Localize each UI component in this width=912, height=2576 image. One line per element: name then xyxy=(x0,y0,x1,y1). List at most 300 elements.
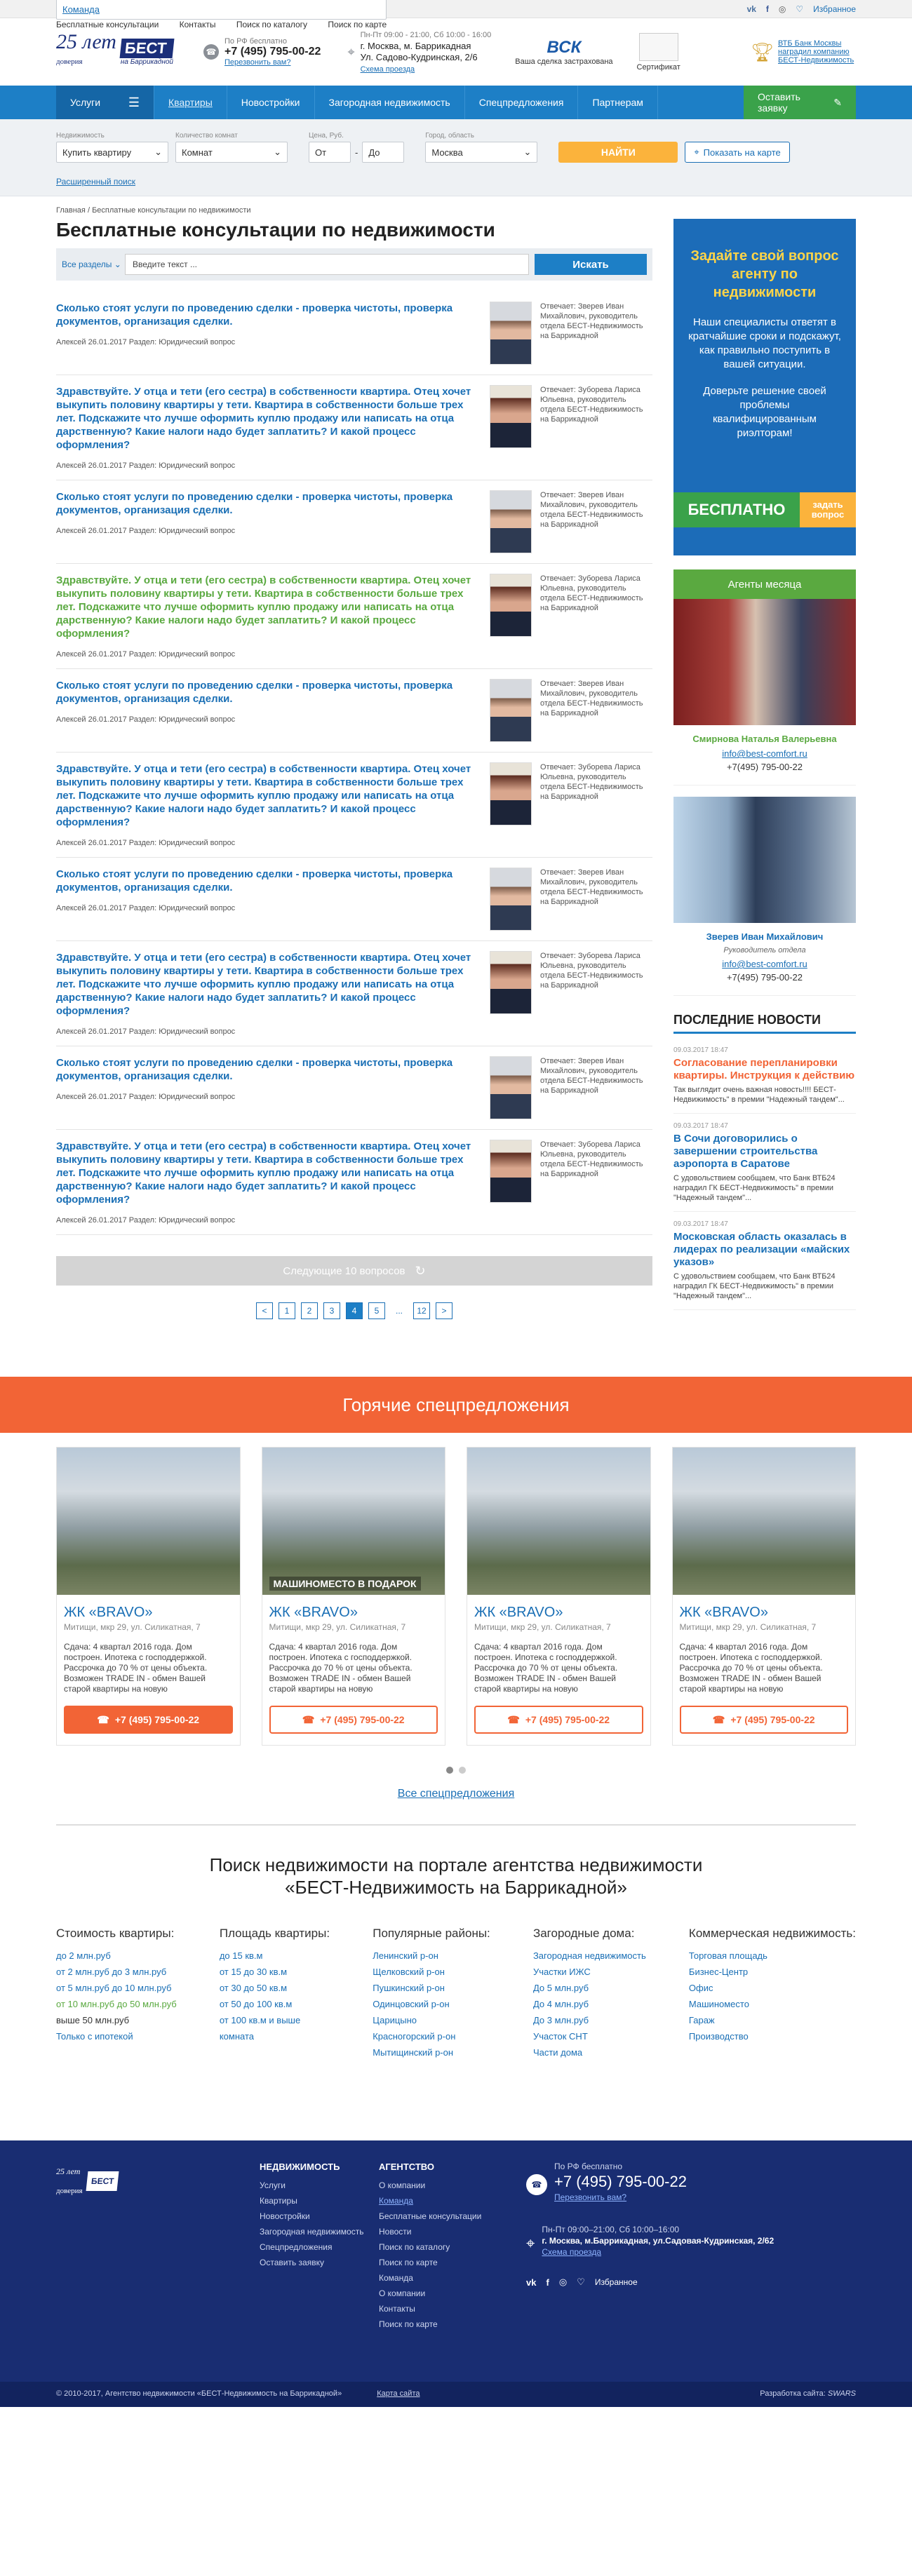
news-date: 09.03.2017 18:47 xyxy=(673,1220,728,1228)
type-select[interactable]: Купить квартиру ⌄ xyxy=(56,142,168,163)
free-label: БЕСПЛАТНО xyxy=(673,492,800,527)
chevron-down-icon: ⌄ xyxy=(114,259,121,269)
question-text[interactable]: Сколько стоят услуги по проведению сделки - проверка чистоты, проверка документов, организация сделки. xyxy=(56,868,453,893)
portal-link[interactable]: Участки ИЖС xyxy=(532,1967,591,1977)
hot-offers-header xyxy=(0,1377,912,1433)
portal-link[interactable]: Части дома xyxy=(532,2047,583,2058)
portal-title-1: Поиск недвижимости на портале агентства недвижимости xyxy=(209,1854,703,1875)
portal-title xyxy=(56,1854,856,1899)
question-item xyxy=(56,480,652,564)
logo[interactable] xyxy=(56,32,182,72)
page-link: ... xyxy=(395,1306,403,1316)
top-nav-catalog[interactable]: Поиск по каталогу xyxy=(236,20,308,29)
portal-link[interactable]: Бизнес-Центр xyxy=(688,1967,749,1977)
portal-link[interactable]: до 15 кв.м xyxy=(219,1950,263,1961)
top-bar xyxy=(0,0,912,29)
location-pin-icon: ⌖ xyxy=(347,45,355,59)
news-text: Так выглядит очень важная новость!!!! БЕСТ-Недвижимость" в премии "Надежный тандем"... xyxy=(673,1086,845,1104)
chevron-down-icon: ⌄ xyxy=(154,147,162,157)
vtb-award-text: ВТБ Банк Москвы наградил компанию БЕСТ-Недвижимость xyxy=(778,39,854,65)
agent-photo xyxy=(673,599,856,725)
page-link[interactable]: 3 xyxy=(323,1302,340,1319)
portal-link[interactable]: до 2 млн.руб xyxy=(56,1950,111,1961)
offer-address: Митищи, мкр 29, ул. Силикатная, 7 xyxy=(64,1622,201,1632)
footer-link[interactable]: Поиск по карте xyxy=(379,2258,438,2267)
footer-phone[interactable]: +7 (495) 795-00-22 xyxy=(554,2173,687,2190)
footer-hours: Пн-Пт 09:00–21:00, Сб 10:00–16:00 xyxy=(542,2225,680,2234)
portal-column-title: Коммерческая недвижимость: xyxy=(688,1927,856,1940)
logo-sub: на Баррикадной xyxy=(120,58,173,66)
portal-link[interactable]: Красногорский р-он xyxy=(373,2031,456,2042)
footer-link[interactable]: Услуги xyxy=(260,2180,286,2190)
offer-name[interactable]: ЖК «BRAVO» xyxy=(474,1605,563,1620)
show-on-map-label: Показать на карте xyxy=(703,147,781,158)
vsk-caption: Ваша сделка застрахована xyxy=(515,58,613,66)
portal-link[interactable]: Гараж xyxy=(688,2015,715,2025)
footer xyxy=(0,2140,912,2407)
question-meta: Алексей 26.01.2017 Раздел: Юридический вопрос xyxy=(56,1093,236,1101)
offer-name[interactable]: ЖК «BRAVO» xyxy=(679,1605,768,1620)
portal-column-title: Популярные районы: xyxy=(373,1927,490,1940)
news-text: С удовольствием сообщаем, что Банк ВТБ24 наградил ГК БЕСТ-Недвижимость" в премии "Надежный тандем"... xyxy=(673,1272,836,1300)
certificate-icon xyxy=(639,33,678,61)
all-specials-link[interactable]: Все спецпредложения xyxy=(397,1788,515,1800)
expert-avatar xyxy=(490,385,532,448)
expert-avatar xyxy=(490,951,532,1014)
offer-image[interactable] xyxy=(467,1448,650,1595)
portal-link[interactable]: Мытищинский р-он xyxy=(373,2047,454,2058)
more-questions-button[interactable] xyxy=(56,1256,652,1286)
page-link[interactable]: > xyxy=(436,1302,452,1319)
portal-link[interactable]: Офис xyxy=(688,1983,713,1993)
leave-request-button[interactable] xyxy=(744,86,856,119)
offer-card[interactable] xyxy=(467,1447,651,1746)
footer-address: г. Москва, м.Баррикадная, ул.Садовая-Кудринская, 2/62 xyxy=(542,2236,774,2246)
portal-link[interactable]: Только с ипотекой xyxy=(56,2031,133,2042)
offer-name[interactable]: ЖК «BRAVO» xyxy=(64,1605,153,1620)
news-text: С удовольствием сообщаем, что Банк ВТБ24 наградил ГК БЕСТ-Недвижимость" в премии "Надежный тандем"... xyxy=(673,1174,836,1202)
question-item xyxy=(56,941,652,1046)
footer-agency xyxy=(379,2162,526,2335)
breadcrumb xyxy=(56,196,856,219)
header xyxy=(0,18,912,86)
portal-link[interactable]: Щелковский р-он xyxy=(373,1967,445,1977)
footer-logo-best: БЕСТ xyxy=(86,2171,119,2191)
top-nav-map[interactable]: Поиск по карте xyxy=(328,20,387,29)
portal-column xyxy=(373,1927,490,2063)
phone-icon: ☎ xyxy=(507,1713,520,1725)
developer[interactable]: Разработка сайта: SWARS xyxy=(760,2389,856,2398)
favorites-link[interactable]: Избранное xyxy=(813,4,856,14)
agent-photo xyxy=(673,797,856,923)
address-line1: г. Москва, м. Баррикадная xyxy=(360,40,471,51)
footer-link[interactable]: Спецпредложения xyxy=(260,2242,333,2252)
question-meta: Алексей 26.01.2017 Раздел: Юридический вопрос xyxy=(56,650,236,659)
top-nav-consult[interactable]: Бесплатные консультации xyxy=(56,20,159,29)
footer-agency-title: АГЕНТСТВО xyxy=(379,2162,434,2172)
expert-avatar xyxy=(490,679,532,742)
question-meta: Алексей 26.01.2017 Раздел: Юридический вопрос xyxy=(56,461,236,470)
address-line2: Ул. Садово-Кудринская, 2/6 xyxy=(360,51,478,62)
news-title[interactable]: Московская область оказалась в лидерах по реализации «майских указов» xyxy=(673,1231,850,1268)
offers-carousel xyxy=(56,1447,856,1746)
question-text[interactable]: Сколько стоят услуги по проведению сделки - проверка чистоты, проверка документов, организация сделки. xyxy=(56,1057,453,1082)
breadcrumb-separator: / xyxy=(87,206,93,215)
portal-link[interactable]: выше 50 млн.руб xyxy=(56,2015,130,2025)
offer-address: Митищи, мкр 29, ул. Силикатная, 7 xyxy=(679,1622,817,1632)
question-item xyxy=(56,753,652,858)
instagram-icon[interactable]: ◎ xyxy=(558,2277,568,2287)
refresh-icon: ↻ xyxy=(415,1263,426,1278)
portal-link[interactable]: от 10 млн.руб до 50 млн.руб xyxy=(56,1999,177,2009)
consult-search-input[interactable]: Введите текст ... xyxy=(125,254,529,275)
callback-link[interactable]: Перезвонить вам? xyxy=(224,58,291,67)
footer-realty-title: НЕДВИЖИМОСТЬ xyxy=(260,2162,340,2172)
news-item[interactable] xyxy=(673,1114,856,1212)
portal-link[interactable]: До 5 млн.руб xyxy=(532,1983,589,1993)
footer-link[interactable]: Квартиры xyxy=(260,2196,297,2206)
menu-country[interactable]: Загородная недвижимость xyxy=(315,86,465,119)
hot-offers-title: Горячие спецпредложения xyxy=(342,1394,570,1415)
header-phone[interactable]: +7 (495) 795-00-22 xyxy=(224,46,321,58)
facebook-icon[interactable]: f xyxy=(546,2277,549,2288)
city-select[interactable]: Москва ⌄ xyxy=(425,142,537,163)
portal-title-2: «БЕСТ-Недвижимость на Баррикадной» xyxy=(285,1877,627,1898)
portal-link[interactable]: Участок СНТ xyxy=(532,2031,588,2042)
phone-icon: ☎ xyxy=(712,1713,725,1725)
phone-note: По РФ бесплатно xyxy=(224,37,287,46)
news-title[interactable]: В Сочи договорились о завершении строительства аэропорта в Саратове xyxy=(673,1133,818,1170)
page-link[interactable]: 4 xyxy=(346,1302,363,1319)
question-meta: Алексей 26.01.2017 Раздел: Юридический вопрос xyxy=(56,527,236,535)
offer-badge: МАШИНОМЕСТО В ПОДАРОК xyxy=(269,1577,421,1591)
expert-answer-by: Отвечает: Зверев Иван Михайлович, руководитель отдела БЕСТ-Недвижимость на Баррикадной xyxy=(540,1057,643,1095)
expert-answer-by: Отвечает: Зуборева Лариса Юльевна, руководитель отдела БЕСТ-Недвижимость на Баррикадной xyxy=(540,952,643,990)
logo-years: 25 лет доверия xyxy=(56,30,116,66)
agent-name[interactable]: Зверев Иван Михайлович xyxy=(706,931,824,942)
expert-answer-by: Отвечает: Зуборева Лариса Юльевна, руководитель отдела БЕСТ-Недвижимость на Баррикадной xyxy=(540,574,643,612)
portal-link[interactable]: от 30 до 50 кв.м xyxy=(219,1983,288,1993)
breadcrumb-current: Бесплатные консультации по недвижимости xyxy=(92,206,251,215)
vtb-award[interactable] xyxy=(751,39,856,65)
footer-link[interactable]: Команда xyxy=(379,2273,413,2283)
extended-search-link[interactable]: Расширенный поиск xyxy=(56,177,135,187)
rooms-label: Количество комнат xyxy=(175,132,238,140)
main-menu xyxy=(0,86,912,119)
chevron-down-icon: ⌄ xyxy=(523,147,532,157)
price-from-input[interactable]: От xyxy=(309,142,351,163)
news-header: ПОСЛЕДНИЕ НОВОСТИ xyxy=(673,1013,856,1034)
question-text[interactable]: Сколько стоят услуги по проведению сделки - проверка чистоты, проверка документов, организация сделки. xyxy=(56,302,453,328)
map-pin-icon: ⌖ xyxy=(694,147,699,157)
section-select[interactable]: Все разделы ⌄ xyxy=(62,259,121,269)
expert-answer-by: Отвечает: Зверев Иван Михайлович, руководитель отдела БЕСТ-Недвижимость на Баррикадной xyxy=(540,302,643,340)
offer-address: Митищи, мкр 29, ул. Силикатная, 7 xyxy=(474,1622,611,1632)
footer-realty xyxy=(260,2162,379,2335)
question-meta: Алексей 26.01.2017 Раздел: Юридический вопрос xyxy=(56,715,236,724)
news-title[interactable]: Согласование перепланировки квартиры. Инструкция к действию xyxy=(673,1057,855,1081)
expert-answer-by: Отвечает: Зуборева Лариса Юльевна, руководитель отдела БЕСТ-Недвижимость на Баррикадной xyxy=(540,1140,643,1178)
expert-answer-by: Отвечает: Зверев Иван Михайлович, руководитель отдела БЕСТ-Недвижимость на Баррикадной xyxy=(540,491,643,529)
type-field xyxy=(56,132,168,163)
question-item xyxy=(56,292,652,375)
top-nav-contacts[interactable]: Контакты xyxy=(179,20,216,29)
footer-link[interactable]: Оставить заявку xyxy=(260,2258,324,2267)
footer-link[interactable]: Новости xyxy=(379,2227,412,2237)
portal-links xyxy=(56,1927,856,2063)
portal-link[interactable]: комната xyxy=(219,2031,255,2042)
heart-icon[interactable]: ♡ xyxy=(577,2277,585,2287)
offer-call-button[interactable]: ☎ +7 (495) 795-00-22 xyxy=(64,1706,233,1734)
property-search-bar xyxy=(0,119,912,196)
expert-avatar xyxy=(490,490,532,553)
phone-icon: ☎ xyxy=(97,1713,109,1725)
question-text[interactable]: Здравствуйте. У отца и тети (его сестра) в собственности квартира. Отец хочет выкупить половину квартиры у тети. Квартира в собственности больше трех лет. Подскажите что лучше оформить куплю продажу или написать на отца дарственную? Какие налоги надо будет заплатить? И какой процесс оформления? xyxy=(56,574,471,640)
carousel-dot[interactable] xyxy=(459,1767,466,1774)
expert-avatar xyxy=(490,1140,532,1203)
portal-link[interactable]: от 15 до 30 кв.м xyxy=(219,1967,288,1977)
divider xyxy=(56,1824,856,1826)
offer-description: Сдача: 4 квартал 2016 года. Дом построен. Ипотека с господдержкой. Рассрочка до 70 % от цены объекта. Возможен TRADE IN - обмен Вашей старой квартиры на новую xyxy=(269,1642,413,1694)
portal-column xyxy=(533,1927,646,2063)
hamburger-icon: ☰ xyxy=(128,95,140,109)
footer-phone-note: По РФ бесплатно xyxy=(554,2162,623,2171)
question-meta: Алексей 26.01.2017 Раздел: Юридический вопрос xyxy=(56,338,236,346)
question-item xyxy=(56,1046,652,1130)
news-date: 09.03.2017 18:47 xyxy=(673,1122,728,1130)
footer-logo[interactable] xyxy=(56,2162,260,2335)
heart-icon[interactable]: ♡ xyxy=(796,4,804,14)
news-item[interactable] xyxy=(673,1038,856,1114)
question-list xyxy=(56,292,652,1235)
offer-name[interactable]: ЖК «BRAVO» xyxy=(269,1605,358,1620)
vsk-logo: ВСК xyxy=(546,38,582,57)
question-text[interactable]: Здравствуйте. У отца и тети (его сестра) в собственности квартира. Отец хочет выкупить половину квартиры у тети. Квартира в собственности больше трех лет. Подскажите что лучше оформить куплю продажу или написать на отца дарственную? Какие налоги надо будет заплатить? И какой процесс оформления? xyxy=(56,763,471,828)
location-pin-icon: ⌖ xyxy=(526,2234,535,2252)
price-label: Цена, Руб. xyxy=(309,132,344,140)
type-label: Недвижимость xyxy=(56,132,105,140)
city-label: Город, область xyxy=(425,132,474,140)
footer-link[interactable]: О компании xyxy=(379,2288,426,2298)
expert-answer-by: Отвечает: Зуборева Лариса Юльевна, руководитель отдела БЕСТ-Недвижимость на Баррикадной xyxy=(540,763,643,801)
page-link[interactable]: 5 xyxy=(368,1302,385,1319)
agents-of-month-header xyxy=(673,569,856,599)
menu-services-label: Услуги xyxy=(70,97,101,108)
menu-newbuilds[interactable]: Новостройки xyxy=(227,86,315,119)
header-phone-block xyxy=(203,37,321,67)
agent-role: Руководитель отдела xyxy=(723,946,806,955)
vk-icon[interactable]: vk xyxy=(526,2277,537,2288)
question-meta: Алексей 26.01.2017 Раздел: Юридический вопрос xyxy=(56,1027,236,1036)
portal-link[interactable]: Царицыно xyxy=(373,2015,417,2025)
price-field xyxy=(309,132,404,163)
portal-link[interactable]: от 2 млн.руб до 3 млн.руб xyxy=(56,1967,167,1977)
portal-column xyxy=(220,1927,330,2063)
work-hours: Пн-Пт 09:00 - 21:00, Сб 10:00 - 16:00 xyxy=(360,30,492,39)
price-dash: - xyxy=(355,147,358,158)
sidebar xyxy=(673,219,856,1342)
offer-description: Сдача: 4 квартал 2016 года. Дом построен. Ипотека с господдержкой. Рассрочка до 70 % от цены объекта. Возможен TRADE IN - обмен Вашей старой квартиры на новую xyxy=(474,1642,618,1694)
portal-link[interactable]: от 50 до 100 кв.м xyxy=(219,1999,293,2009)
rooms-select[interactable]: Комнат ⌄ xyxy=(175,142,288,163)
menu-special[interactable]: Спецпредложения xyxy=(465,86,579,119)
portal-link[interactable]: от 5 млн.руб до 10 млн.руб xyxy=(56,1983,172,1993)
offer-card[interactable] xyxy=(262,1447,446,1746)
offer-call-button[interactable]: ☎ +7 (495) 795-00-22 xyxy=(680,1706,849,1734)
agents-title: Агенты месяца xyxy=(727,578,802,591)
offer-image[interactable] xyxy=(57,1448,240,1595)
question-item xyxy=(56,669,652,753)
expert-avatar xyxy=(490,574,532,637)
footer-link[interactable]: Загородная недвижимость xyxy=(260,2227,364,2237)
question-meta: Алексей 26.01.2017 Раздел: Юридический вопрос xyxy=(56,1216,236,1225)
portal-link[interactable]: Машиноместо xyxy=(688,1999,749,2009)
portal-link[interactable]: Ленинский р-он xyxy=(373,1950,438,1961)
agent-card xyxy=(673,797,856,996)
footer-contacts xyxy=(526,2162,821,2335)
expert-avatar xyxy=(490,868,532,931)
vk-icon[interactable]: vk xyxy=(746,4,756,14)
footer-link[interactable]: Новостройки xyxy=(260,2211,310,2221)
portal-link[interactable]: Торговая площадь xyxy=(688,1950,767,1961)
question-text[interactable]: Здравствуйте. У отца и тети (его сестра) в собственности квартира. Отец хочет выкупить половину квартиры у тети. Квартира в собственности больше трех лет. Подскажите что лучше оформить куплю продажу или написать на отца дарственную? Какие налоги надо будет заплатить? И какой процесс оформления? xyxy=(56,1140,471,1206)
edit-icon: ✎ xyxy=(833,96,842,108)
copyright: © 2010-2017, Агентство недвижимости «БЕСТ-Недвижимость на Баррикадной» xyxy=(56,2389,342,2398)
menu-services[interactable] xyxy=(56,86,154,119)
page-title: Бесплатные консультации по недвижимости xyxy=(56,219,495,241)
footer-link[interactable]: Контакты xyxy=(379,2304,415,2314)
offer-call-button[interactable]: ☎ +7 (495) 795-00-22 xyxy=(269,1706,438,1734)
agent-phone[interactable]: +7(495) 795-00-22 xyxy=(726,972,803,983)
question-text[interactable]: Здравствуйте. У отца и тети (его сестра) в собственности квартира. Отец хочет выкупить половину квартиры у тети. Квартира в собственности больше трех лет. Подскажите что лучше оформить куплю продажу или написать на отца дарственную? Какие налоги надо будет заплатить? И какой процесс оформления? xyxy=(56,386,471,451)
chevron-down-icon: ⌄ xyxy=(274,147,281,157)
news-date: 09.03.2017 18:47 xyxy=(673,1046,728,1054)
footer-favorites[interactable]: Избранное xyxy=(594,2277,638,2287)
find-button[interactable]: НАЙТИ xyxy=(558,142,678,163)
vsk-insurance[interactable] xyxy=(515,38,612,66)
ask-title: Задайте свой вопрос агенту по недвижимости xyxy=(690,248,839,300)
price-to-input[interactable]: До xyxy=(362,142,404,163)
portal-link[interactable]: от 100 кв.м и выше xyxy=(219,2015,301,2025)
offer-address: Митищи, мкр 29, ул. Силикатная, 7 xyxy=(269,1622,406,1632)
footer-link[interactable]: Команда xyxy=(379,2196,413,2206)
footer-link[interactable]: Бесплатные консультации xyxy=(379,2211,482,2221)
show-on-map-button[interactable] xyxy=(685,142,789,163)
question-item xyxy=(56,564,652,669)
portal-link[interactable]: До 3 млн.руб xyxy=(532,2015,589,2025)
question-text[interactable]: Сколько стоят услуги по проведению сделки - проверка чистоты, проверка документов, организация сделки. xyxy=(56,491,453,516)
portal-link[interactable]: До 4 млн.руб xyxy=(532,1999,589,2009)
offer-description: Сдача: 4 квартал 2016 года. Дом построен. Ипотека с господдержкой. Рассрочка до 70 % от цены объекта. Возможен TRADE IN - обмен Вашей старой квартиры на новую xyxy=(64,1642,208,1694)
breadcrumb-home[interactable]: Главная xyxy=(56,206,86,215)
ask-text-1: Наши специалисты ответят в кратчайшие сроки и подскажут, как правильно поступить в вашей ситуации. xyxy=(688,316,841,370)
portal-column xyxy=(689,1927,856,2063)
agent-email[interactable]: info@best-comfort.ru xyxy=(722,959,807,969)
phone-icon: ☎ xyxy=(526,2174,547,2195)
city-field xyxy=(425,132,537,163)
ask-question-button[interactable]: задать вопрос xyxy=(800,492,856,527)
main-content xyxy=(56,219,652,1342)
offer-card[interactable] xyxy=(56,1447,241,1746)
question-item xyxy=(56,1130,652,1235)
instagram-icon[interactable]: ◎ xyxy=(778,4,786,14)
expert-answer-by: Отвечает: Зверев Иван Михайлович, руководитель отдела БЕСТ-Недвижимость на Баррикадной xyxy=(540,680,643,717)
certificate[interactable] xyxy=(637,33,680,72)
carousel-dot[interactable] xyxy=(446,1767,453,1774)
expert-avatar xyxy=(490,302,532,365)
offer-description: Сдача: 4 квартал 2016 года. Дом построен. Ипотека с господдержкой. Рассрочка до 70 % от цены объекта. Возможен TRADE IN - обмен Вашей старой квартиры на новую xyxy=(679,1642,823,1694)
question-meta: Алексей 26.01.2017 Раздел: Юридический вопрос xyxy=(56,839,236,847)
page-link[interactable]: < xyxy=(256,1302,273,1319)
portal-link[interactable]: Одинцовский р-он xyxy=(373,1999,450,2009)
portal-column-title: Загородные дома: xyxy=(532,1927,635,1940)
leave-request-label: Оставить заявку xyxy=(758,91,800,114)
facebook-icon[interactable]: f xyxy=(765,4,769,14)
expert-avatar xyxy=(490,1056,532,1119)
certificate-label: Сертификат xyxy=(636,62,680,72)
page-link[interactable]: 1 xyxy=(279,1302,295,1319)
news-item[interactable] xyxy=(673,1212,856,1310)
expert-answer-by: Отвечает: Зуборева Лариса Юльевна, руководитель отдела БЕСТ-Недвижимость на Баррикадной xyxy=(540,386,643,424)
agent-phone[interactable]: +7(495) 795-00-22 xyxy=(726,762,803,772)
trophy-icon: 🏆︎ xyxy=(751,41,774,62)
offer-card[interactable] xyxy=(672,1447,857,1746)
menu-partners[interactable]: Партнерам xyxy=(578,86,657,119)
page-link[interactable]: 12 xyxy=(413,1302,430,1319)
question-meta: Алексей 26.01.2017 Раздел: Юридический вопрос xyxy=(56,904,236,912)
phone-icon: ☎ xyxy=(302,1713,315,1725)
footer-logo-years: 25 лет доверия xyxy=(56,2166,83,2195)
carousel-dots xyxy=(56,1767,856,1774)
offer-image[interactable] xyxy=(262,1448,445,1595)
question-text[interactable]: Здравствуйте. У отца и тети (его сестра) в собственности квартира. Отец хочет выкупить половину квартиры у тети. Квартира в собственности больше трех лет. Подскажите что лучше оформить куплю продажу или написать на отца дарственную? Какие налоги надо будет заплатить? И какой процесс оформления? xyxy=(56,952,471,1017)
footer-link[interactable]: Поиск по карте xyxy=(379,2319,438,2329)
consult-search xyxy=(56,248,652,281)
page-link[interactable]: 2 xyxy=(301,1302,318,1319)
top-nav-team[interactable]: Команда xyxy=(56,0,387,20)
footer-callback[interactable]: Перезвонить вам? xyxy=(554,2192,627,2202)
footer-link[interactable]: О компании xyxy=(379,2180,426,2190)
scheme-link[interactable]: Схема проезда xyxy=(360,65,415,74)
offer-image[interactable] xyxy=(673,1448,856,1595)
portal-link[interactable]: Пушкинский р-он xyxy=(373,1983,445,1993)
question-text[interactable]: Сколько стоят услуги по проведению сделки - проверка чистоты, проверка документов, организация сделки. xyxy=(56,680,453,705)
consult-search-button[interactable]: Искать xyxy=(535,254,647,275)
portal-link[interactable]: Загородная недвижимость xyxy=(532,1950,646,1961)
agent-card xyxy=(673,599,856,785)
portal-column-title: Стоимость квартиры: xyxy=(56,1927,175,1940)
logo-best: БЕСТ xyxy=(119,39,174,58)
pagination xyxy=(56,1302,652,1319)
sitemap-link[interactable]: Карта сайта xyxy=(377,2389,420,2398)
agent-email[interactable]: info@best-comfort.ru xyxy=(722,748,807,759)
phone-icon: ☎ xyxy=(203,44,219,60)
portal-column xyxy=(56,1927,177,2063)
portal-column-title: Площадь квартиры: xyxy=(219,1927,330,1940)
ask-question-banner[interactable] xyxy=(673,219,856,555)
footer-bottom xyxy=(0,2382,912,2407)
footer-scheme[interactable]: Схема проезда xyxy=(542,2247,602,2257)
more-questions-label: Следующие 10 вопросов xyxy=(283,1265,405,1277)
menu-flats[interactable]: Квартиры xyxy=(154,86,227,119)
rooms-field xyxy=(175,132,288,163)
header-address xyxy=(347,29,491,75)
footer-link[interactable]: Поиск по каталогу xyxy=(379,2242,450,2252)
question-item xyxy=(56,375,652,480)
agent-name[interactable]: Смирнова Наталья Валерьевна xyxy=(692,734,837,744)
portal-link[interactable]: Производство xyxy=(688,2031,749,2042)
offer-call-button[interactable]: ☎ +7 (495) 795-00-22 xyxy=(474,1706,643,1734)
